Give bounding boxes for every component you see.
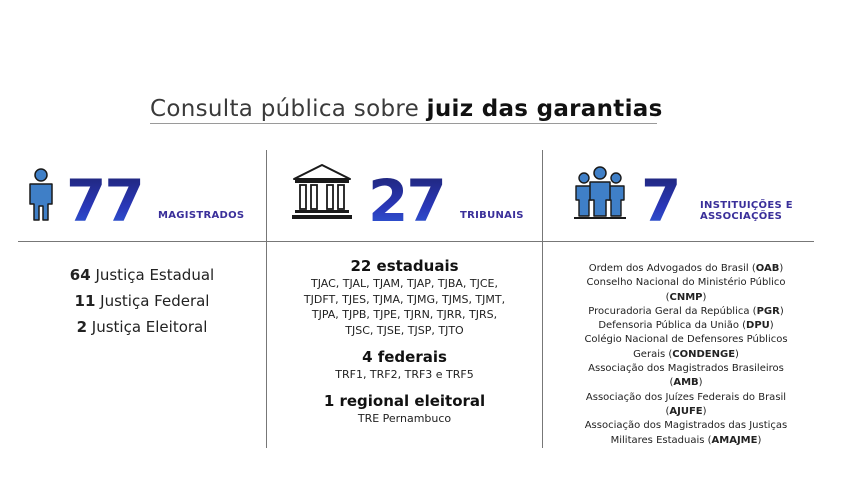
eleitoral-heading <box>267 391 542 411</box>
title-prefix: Consulta pública sobre <box>150 96 427 122</box>
list-item: TJPA, TJPB, TJPE, TJRN, TJRR, TJRS, <box>311 308 498 321</box>
institution-text: Ordem dos Advogados do Brasil ( <box>588 263 756 274</box>
institution-text: ( <box>665 291 670 303</box>
list-item: TJDFT, TJES, TJMA, TJMG, TJMS, TJMT, <box>303 292 506 306</box>
eleitoral-list: TRE Pernambuco <box>357 411 452 425</box>
stat-number-magistrados: 77 <box>66 167 143 235</box>
stat-number-instituicoes: 7 <box>641 167 680 235</box>
institution-suffix: ) <box>779 263 784 274</box>
stat-label-magistrados: MAGISTRADOS <box>158 210 245 221</box>
count: 2 <box>76 318 88 336</box>
stat-label-tribunais: TRIBUNAIS <box>460 210 524 221</box>
list-item <box>555 262 817 276</box>
column-divider-2 <box>542 150 543 448</box>
institution-text: Procuradoria Geral da República ( <box>588 305 757 317</box>
institution-suffix: ) <box>779 305 784 317</box>
institution-suffix: ) <box>698 377 703 389</box>
institution-text: Defensoria Pública da União ( <box>598 320 747 332</box>
list-item <box>18 262 266 288</box>
stat-label-instituicoes <box>700 200 793 222</box>
group-icon <box>574 166 626 220</box>
federais-label: federais <box>372 348 447 366</box>
label: Justiça Federal <box>95 292 210 310</box>
count: 64 <box>69 266 91 284</box>
list-item <box>555 391 817 405</box>
institution-text: Associação dos Magistrados das Justiças <box>584 420 788 432</box>
stat-label-line2: ASSOCIAÇÕES <box>700 211 783 222</box>
title-emphasis: juiz das garantias <box>426 96 663 122</box>
list-item <box>555 434 817 448</box>
list-item <box>555 333 817 347</box>
institution-suffix: ) <box>702 291 707 303</box>
list-item <box>18 314 266 340</box>
list-item <box>555 305 817 319</box>
institution-text: Associação dos Magistrados Brasileiros <box>588 363 784 375</box>
list-item <box>18 288 266 314</box>
courthouse-icon <box>291 163 353 220</box>
list-item <box>555 419 817 433</box>
institution-abbr: OAB <box>755 263 780 274</box>
list-item <box>555 376 817 390</box>
institution-abbr: AMB <box>673 377 699 389</box>
list-item: TJAC, TJAL, TJAM, TJAP, TJBA, TJCE, <box>310 277 498 290</box>
federais-list: TRF1, TRF2, TRF3 e TRF5 <box>335 368 474 381</box>
institution-suffix: ) <box>757 434 762 446</box>
person-icon <box>27 168 55 222</box>
institution-text: Associação dos Juízes Federais do Brasil <box>585 391 787 403</box>
institution-abbr: AMAJME <box>711 434 758 446</box>
institution-abbr: DPU <box>746 320 770 332</box>
institution-abbr: PGR <box>756 305 780 317</box>
list-item: TJSC, TJSE, TJSP, TJTO <box>345 323 464 337</box>
magistrados-breakdown <box>18 262 266 340</box>
list-item <box>555 362 817 376</box>
header-divider <box>18 241 814 242</box>
estaduais-label: estaduais <box>371 257 459 275</box>
federais-count: 4 <box>362 348 373 366</box>
instituicoes-list <box>555 262 817 448</box>
tribunais-breakdown <box>267 256 542 426</box>
list-item <box>555 319 817 333</box>
institution-abbr: CONDENGE <box>672 348 736 360</box>
estaduais-count: 22 <box>350 257 372 275</box>
institution-text: ( <box>669 377 674 389</box>
institution-text: Colégio Nacional de Defensores Públicos <box>584 334 788 346</box>
institution-text: ( <box>665 405 670 417</box>
list-item <box>555 348 817 362</box>
institution-text: Conselho Nacional do Ministério Público <box>586 277 786 289</box>
institution-suffix: ) <box>702 405 707 417</box>
label: Justiça Estadual <box>90 266 215 284</box>
institution-abbr: CNMP <box>669 291 703 303</box>
institution-text: Gerais ( <box>633 348 673 360</box>
estaduais-list <box>267 276 542 338</box>
label: Justiça Eleitoral <box>87 318 208 336</box>
stat-number-tribunais: 27 <box>368 167 445 235</box>
stat-label-line1: INSTITUIÇÕES E <box>700 200 793 211</box>
institution-suffix: ) <box>769 320 774 332</box>
federais-heading <box>267 347 542 367</box>
eleitoral-label: regional eleitoral <box>334 391 486 410</box>
eleitoral-count: 1 <box>323 391 335 410</box>
institution-suffix: ) <box>735 348 739 360</box>
page-title <box>150 96 663 122</box>
title-underline <box>150 123 657 124</box>
count: 11 <box>74 292 96 310</box>
list-item <box>555 276 817 290</box>
list-item <box>555 405 817 419</box>
estaduais-heading <box>267 256 542 276</box>
institution-text: Militares Estaduais ( <box>610 434 712 446</box>
institution-abbr: AJUFE <box>669 405 703 417</box>
list-item <box>555 291 817 305</box>
